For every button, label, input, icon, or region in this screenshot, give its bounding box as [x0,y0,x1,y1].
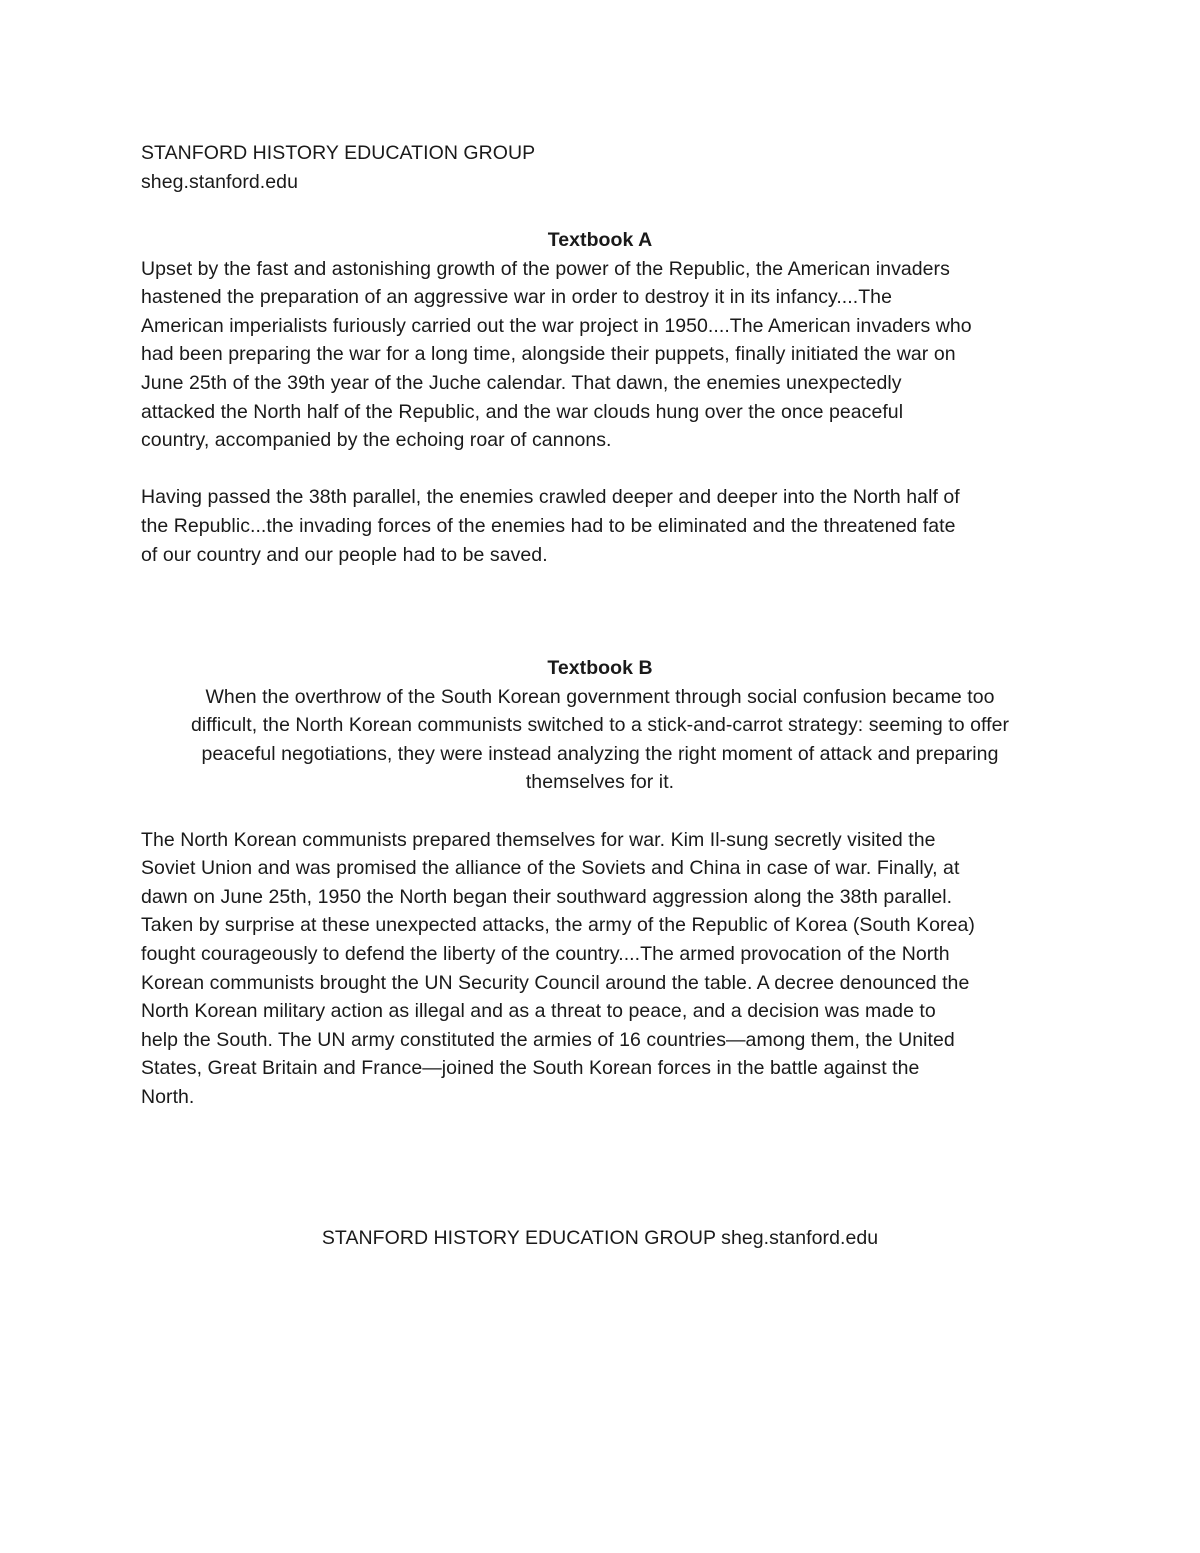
text-line: of our country and our people had to be saved. [141,543,548,566]
text-line: When the overthrow of the South Korean government through social confusion became too [205,685,995,708]
text-line: North Korean military action as illegal and as a threat to peace, and a decision was made to [141,1000,936,1023]
text-line: Taken by surprise at these unexpected attacks, the army of the Republic of Korea (South Korea) [141,914,975,937]
textbook-b-title: Textbook B [547,657,653,679]
text-line: dawn on June 25th, 1950 the North began their southward aggression along the 38th parallel. [141,885,953,908]
text-line: the Republic...the invading forces of the enemies had to be eliminated and the threatened fate [141,514,956,537]
text-line: Soviet Union and was promised the alliance of the Soviets and China in case of war. Finally, at [141,857,960,880]
text-line: peaceful negotiations, they were instead analyzing the right moment of attack and preparing [201,742,999,765]
textbook-a-paragraph-2 [141,483,1061,569]
header-url: sheg.stanford.edu [141,170,298,193]
text-line: help the South. The UN army constituted the armies of 16 countries—among them, the United [141,1028,955,1051]
text-line: fought courageously to defend the liberty of the country....The armed provocation of the North [141,942,950,965]
page-footer: STANFORD HISTORY EDUCATION GROUP sheg.stanford.edu [321,1227,879,1249]
text-line: country, accompanied by the echoing roar of cannons. [141,429,612,452]
header-org-name: STANFORD HISTORY EDUCATION GROUP [141,142,536,164]
text-line: attacked the North half of the Republic, and the war clouds hung over the once peaceful [141,400,904,423]
text-line: Having passed the 38th parallel, the enemies crawled deeper and deeper into the North half of [141,486,960,509]
text-line: hastened the preparation of an aggressive war in order to destroy it in its infancy....The [141,286,892,309]
paragraph-gap [141,455,1061,484]
textbook-b-paragraph-1 [141,683,1059,797]
text-line: themselves for it. [525,771,675,794]
text-line: States, Great Britain and France—joined the South Korean forces in the battle against the [141,1057,920,1080]
textbook-b-paragraph-2 [141,826,1061,1112]
text-line: difficult, the North Korean communists switched to a stick-and-carrot strategy: seeming to offer [190,714,1010,737]
text-line: June 25th of the 39th year of the Juche calendar. That dawn, the enemies unexpectedly [141,371,902,394]
text-line: Korean communists brought the UN Security Council around the table. A decree denounced the [141,971,970,994]
text-line: American imperialists furiously carried out the war project in 1950....The American invaders who [141,314,972,337]
text-line: The North Korean communists prepared themselves for war. Kim Il-sung secretly visited the [141,828,936,851]
textbook-a-section [141,226,1061,569]
text-line: Upset by the fast and astonishing growth of the power of the Republic, the American invaders [141,257,950,280]
textbook-a-paragraph-1 [141,255,1061,455]
textbook-b-section [141,654,1061,1112]
paragraph-gap [141,797,1061,826]
text-line: North. [141,1085,195,1108]
textbook-a-title: Textbook A [547,229,653,251]
text-line: had been preparing the war for a long time, alongside their puppets, finally initiated the war on [141,343,956,366]
page-header [141,139,1061,196]
